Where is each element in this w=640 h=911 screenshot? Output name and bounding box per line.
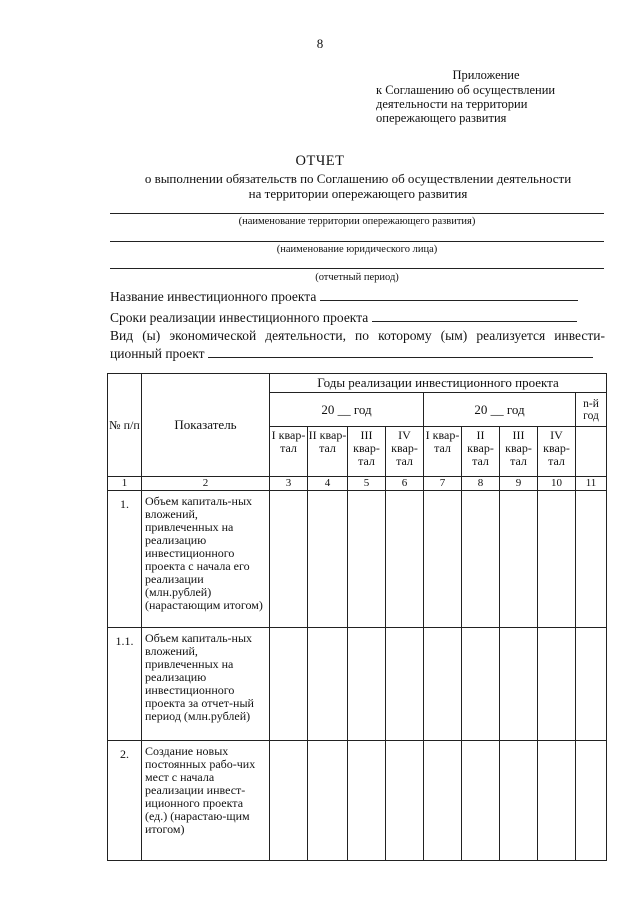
legal-entity-caption: (наименование юридического лица)	[276, 244, 438, 255]
quarter-header: IV квар-тал	[538, 427, 576, 477]
quarter-header: II квар-тал	[462, 427, 500, 477]
data-cell[interactable]	[462, 741, 500, 861]
data-cell[interactable]	[386, 628, 424, 741]
data-cell[interactable]	[308, 628, 348, 741]
appendix-line: к Соглашению об осуществлении	[376, 83, 556, 97]
column-number: 1	[108, 477, 142, 491]
data-cell[interactable]	[576, 741, 607, 861]
column-number: 4	[308, 477, 348, 491]
appendix-block	[376, 68, 606, 125]
quarter-header: I квар-тал	[270, 427, 308, 477]
appendix-line: деятельности на территории	[376, 97, 528, 111]
row-number: 1.	[108, 491, 142, 628]
data-cell[interactable]	[500, 491, 538, 628]
column-number: 10	[538, 477, 576, 491]
quarter-header: III квар-тал	[348, 427, 386, 477]
data-cell[interactable]	[576, 491, 607, 628]
row-number: 1.1.	[108, 628, 142, 741]
quarter-header-empty	[576, 427, 607, 477]
report-subtitle-line: о выполнении обязательств по Соглашению об осуществлении деятельности	[144, 171, 572, 186]
col-indicator-header: Показатель	[142, 374, 270, 477]
data-cell[interactable]	[424, 741, 462, 861]
data-cell[interactable]	[538, 491, 576, 628]
project-name-label: Название инвестиционного проекта	[110, 289, 317, 304]
report-table	[107, 373, 607, 861]
data-cell[interactable]	[424, 628, 462, 741]
appendix-line: опережающего развития	[376, 111, 507, 125]
page-number: 8	[316, 36, 324, 51]
report-subtitle-line: на территории опережающего развития	[248, 186, 468, 201]
period-line[interactable]	[110, 268, 604, 269]
data-cell[interactable]	[462, 491, 500, 628]
quarter-header: II квар-тал	[308, 427, 348, 477]
data-cell[interactable]	[270, 741, 308, 861]
row-label: Объем капиталь-ных вложений, привлеченных на реализацию инвестиционного проекта с начала его реализации (млн.рублей) (нарастающим итогом)	[142, 491, 270, 628]
activity-blank[interactable]	[208, 357, 593, 358]
data-cell[interactable]	[270, 628, 308, 741]
column-number: 2	[142, 477, 270, 491]
period-caption: (отчетный период)	[315, 272, 399, 283]
column-number: 7	[424, 477, 462, 491]
activity-field-line1: Вид (ы) экономической деятельности, по которому (ым) реализуется инвести-	[110, 328, 605, 343]
quarter-header: I квар-тал	[424, 427, 462, 477]
data-cell[interactable]	[308, 741, 348, 861]
data-cell[interactable]	[348, 741, 386, 861]
column-number: 8	[462, 477, 500, 491]
quarter-header: IV квар-тал	[386, 427, 424, 477]
column-number: 5	[348, 477, 386, 491]
data-cell[interactable]	[500, 628, 538, 741]
report-title: ОТЧЕТ	[295, 153, 345, 169]
data-cell[interactable]	[386, 491, 424, 628]
quarter-header: III квар-тал	[500, 427, 538, 477]
row-number: 2.	[108, 741, 142, 861]
project-terms-blank[interactable]	[372, 321, 577, 322]
project-terms-label: Сроки реализации инвестиционного проекта	[110, 310, 369, 325]
territory-caption: (наименование территории опережающего развития)	[238, 216, 476, 227]
project-name-field	[110, 289, 605, 305]
column-number: 11	[576, 477, 607, 491]
year-n-header: n-й год	[576, 393, 607, 427]
col-num-header: № п/п	[108, 374, 142, 477]
data-cell[interactable]	[500, 741, 538, 861]
column-number: 9	[500, 477, 538, 491]
activity-field-line2	[110, 346, 605, 362]
data-cell[interactable]	[386, 741, 424, 861]
data-cell[interactable]	[308, 491, 348, 628]
project-terms-field	[110, 310, 605, 326]
column-number: 3	[270, 477, 308, 491]
year1-header: 20 __ год	[270, 393, 424, 427]
territory-line[interactable]	[110, 213, 604, 214]
legal-entity-line[interactable]	[110, 241, 604, 242]
row-label: Объем капиталь-ных вложений, привлеченных на реализацию инвестиционного проекта за отчет-ный период (млн.рублей)	[142, 628, 270, 741]
data-cell[interactable]	[270, 491, 308, 628]
column-number: 6	[386, 477, 424, 491]
appendix-title: Приложение	[452, 68, 520, 82]
data-cell[interactable]	[576, 628, 607, 741]
data-cell[interactable]	[538, 741, 576, 861]
table-row	[108, 741, 607, 861]
data-cell[interactable]	[538, 628, 576, 741]
years-header: Годы реализации инвестиционного проекта	[270, 374, 607, 393]
table-row	[108, 628, 607, 741]
year2-header: 20 __ год	[424, 393, 576, 427]
data-cell[interactable]	[348, 491, 386, 628]
data-cell[interactable]	[424, 491, 462, 628]
table-row	[108, 491, 607, 628]
data-cell[interactable]	[462, 628, 500, 741]
row-label: Создание новых постоянных рабо-чих мест с начала реализации инвест-иционного проекта (ед.) (нарастаю-щим итогом)	[142, 741, 270, 861]
report-subtitle	[108, 171, 608, 201]
activity-label: ционный проект	[110, 346, 205, 361]
data-cell[interactable]	[348, 628, 386, 741]
project-name-blank[interactable]	[320, 300, 578, 301]
